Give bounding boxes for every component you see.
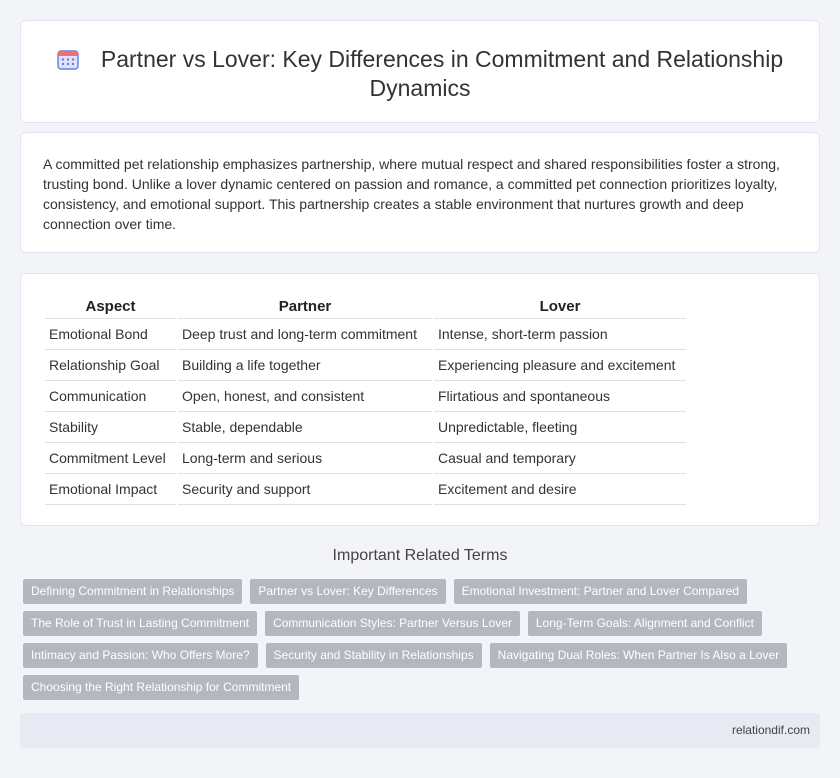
related-term-link[interactable]: Defining Commitment in Relationships [23,579,242,604]
related-term-link[interactable]: Long-Term Goals: Alignment and Conflict [528,611,762,636]
cell-lover: Excitement and desire [434,474,686,505]
table-row [45,350,686,381]
table-row [45,412,686,443]
comparison-table [43,296,688,505]
comparison-card [20,273,820,526]
table-row [45,381,686,412]
related-term-link[interactable]: The Role of Trust in Lasting Commitment [23,611,257,636]
related-term-link[interactable]: Intimacy and Passion: Who Offers More? [23,643,258,668]
header-partner: Partner [178,296,432,319]
footer-site-link[interactable]: relationdif.com [731,723,810,737]
cell-partner: Open, honest, and consistent [178,381,432,412]
header-aspect: Aspect [45,296,176,319]
table-header-row [45,296,686,319]
cell-partner: Security and support [178,474,432,505]
cell-aspect: Stability [45,412,176,443]
cell-aspect: Emotional Impact [45,474,176,505]
related-term-link[interactable]: Partner vs Lover: Key Differences [250,579,445,604]
cell-partner: Long-term and serious [178,443,432,474]
footer-bar [20,713,820,748]
related-term-link[interactable]: Emotional Investment: Partner and Lover Compared [454,579,747,604]
table-row [45,319,686,350]
title-card [20,20,820,123]
header-lover: Lover [434,296,686,319]
table-row [45,474,686,505]
cell-partner: Building a life together [178,350,432,381]
cell-partner: Stable, dependable [178,412,432,443]
cell-lover: Unpredictable, fleeting [434,412,686,443]
related-terms-list [23,579,813,707]
related-terms-title: Important Related Terms [332,547,508,564]
cell-lover: Casual and temporary [434,443,686,474]
related-term-link[interactable]: Choosing the Right Relationship for Commitment [23,675,299,700]
cell-lover: Intense, short-term passion [434,319,686,350]
cell-aspect: Communication [45,381,176,412]
cell-lover: Flirtatious and spontaneous [434,381,686,412]
intro-paragraph: A committed pet relationship emphasizes partnership, where mutual respect and shared responsibilities foster a strong, trusting bond. Unlike a lover dynamic centered on passion and romance, a committed pet connection prioritizes loyalty, consistency, and emotional support. This partnership creates a stable environment that nurtures growth and deep connection over time. [43,156,780,232]
calendar-icon [57,48,79,70]
intro-card [20,132,820,253]
related-term-link[interactable]: Security and Stability in Relationships [266,643,482,668]
page-title: Partner vs Lover: Key Differences in Commitment and Relationship Dynamics [100,46,784,101]
table-row [45,443,686,474]
cell-aspect: Relationship Goal [45,350,176,381]
cell-aspect: Emotional Bond [45,319,176,350]
related-term-link[interactable]: Communication Styles: Partner Versus Lover [265,611,520,636]
related-term-link[interactable]: Navigating Dual Roles: When Partner Is Also a Lover [490,643,787,668]
cell-partner: Deep trust and long-term commitment [178,319,432,350]
cell-aspect: Commitment Level [45,443,176,474]
page-title-wrap [21,45,819,103]
cell-lover: Experiencing pleasure and excitement [434,350,686,381]
